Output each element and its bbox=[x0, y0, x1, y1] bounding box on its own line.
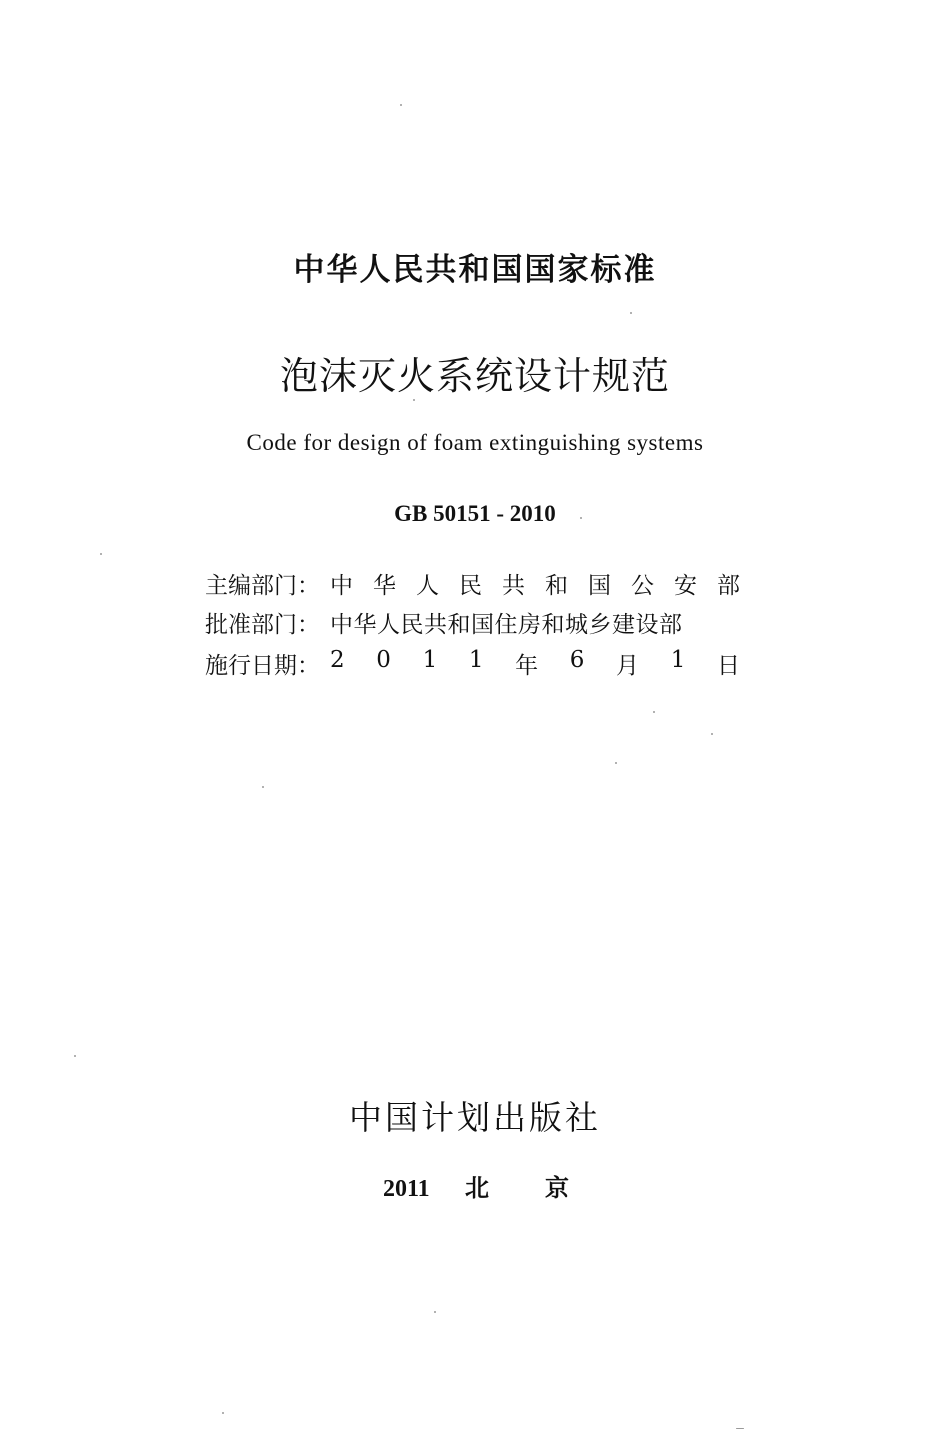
scan-speck bbox=[74, 1055, 76, 1057]
effective-date-value bbox=[330, 647, 740, 680]
chief-editor-char: 部 bbox=[717, 572, 740, 599]
chief-editor-char: 安 bbox=[674, 572, 697, 599]
scan-speck bbox=[630, 312, 632, 314]
english-title: Code for design of foam extinguishing systems bbox=[246, 430, 704, 455]
date-char: 月 bbox=[616, 652, 640, 679]
approver-label: 批准部门： bbox=[205, 611, 320, 638]
date-char: 1 bbox=[670, 646, 686, 673]
chief-editor-value bbox=[330, 567, 740, 600]
date-char: 0 bbox=[376, 646, 391, 673]
scan-speck bbox=[222, 1412, 224, 1414]
scan-speck bbox=[736, 1428, 744, 1429]
chief-editor-char: 共 bbox=[502, 572, 525, 599]
chief-editor-char: 民 bbox=[459, 572, 482, 599]
effective-date-row bbox=[205, 646, 740, 680]
chief-editor-char: 公 bbox=[631, 572, 654, 599]
effective-date-label: 施行日期： bbox=[205, 652, 320, 679]
scan-speck bbox=[100, 553, 102, 555]
chief-editor-row bbox=[205, 566, 740, 600]
scan-speck bbox=[262, 786, 264, 788]
scan-speck bbox=[434, 1311, 436, 1313]
date-char: 1 bbox=[468, 646, 484, 673]
chief-editor-char: 国 bbox=[588, 572, 611, 599]
chinese-title: 泡沫灭火系统设计规范 bbox=[279, 354, 670, 398]
chief-editor-char: 和 bbox=[545, 572, 568, 599]
scan-speck bbox=[615, 762, 617, 764]
approver-value: 中华人民共和国住房和城乡建设部 bbox=[330, 611, 683, 638]
date-char: 年 bbox=[515, 652, 539, 679]
publisher-name: 中国计划出版社 bbox=[349, 1098, 601, 1137]
scan-speck bbox=[580, 517, 582, 519]
scan-speck bbox=[413, 399, 415, 401]
approver-row bbox=[205, 605, 740, 639]
date-char: 1 bbox=[422, 646, 438, 673]
scan-speck bbox=[400, 104, 402, 106]
chief-editor-char: 华 bbox=[373, 572, 396, 599]
chief-editor-char: 人 bbox=[416, 572, 439, 599]
publication-year: 2011 bbox=[383, 1176, 430, 1202]
scan-speck bbox=[711, 733, 713, 735]
publication-city: 北京 bbox=[465, 1176, 625, 1202]
standard-type-heading: 中华人民共和国国家标准 bbox=[293, 252, 657, 288]
scan-speck bbox=[653, 711, 655, 713]
chief-editor-label: 主编部门： bbox=[205, 572, 320, 599]
chief-editor-char: 中 bbox=[330, 572, 353, 599]
date-char: 6 bbox=[569, 646, 585, 673]
date-char: 日 bbox=[716, 652, 740, 679]
publication-place bbox=[383, 1168, 625, 1203]
date-char: 2 bbox=[330, 646, 345, 673]
standard-code: GB 50151 - 2010 bbox=[394, 501, 556, 526]
